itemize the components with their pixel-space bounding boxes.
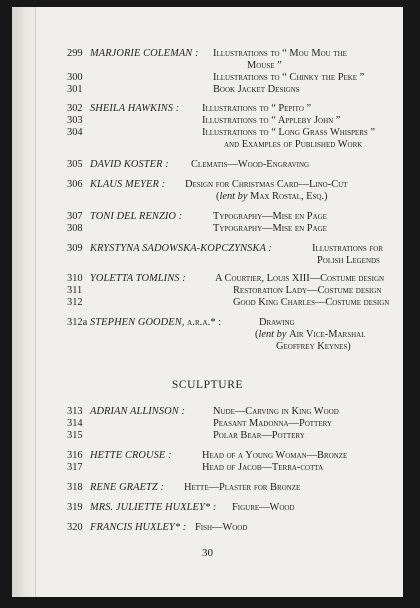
entry-description: Illustrations to “ Chinky the Peke ” (213, 72, 365, 83)
catalogue-entry-300 (12, 72, 403, 84)
artist-name: MARJORIE COLEMAN : (90, 48, 199, 59)
catalogue-entry-313 (12, 406, 403, 418)
artist-name (90, 317, 221, 329)
artist-name: FRANCIS HUXLEY* : (90, 522, 187, 533)
artist-name: DAVID KOSTER : (90, 159, 169, 170)
catalogue-entry-305 (12, 159, 403, 171)
entry-number: 306 (67, 179, 83, 190)
page-number: 30 (202, 547, 213, 559)
catalogue-entry-312a (12, 317, 403, 354)
entry-number: 304 (67, 127, 83, 138)
catalogue-entry-314 (12, 418, 403, 430)
catalogue-entry-308 (12, 223, 403, 235)
entry-number: 300 (67, 72, 83, 83)
artist-name: TONI DEL RENZIO : (90, 211, 183, 222)
artist-name: YOLETTA TOMLINS : (90, 273, 186, 284)
artist-name: ADRIAN ALLINSON : (90, 406, 186, 417)
catalogue-entry-309 (12, 243, 403, 267)
entry-description-continued: Polish Legends (317, 255, 380, 267)
artist-name: MRS. JULIETTE HUXLEY* : (90, 502, 217, 513)
catalogue-entry-307 (12, 211, 403, 223)
catalogue-entry-315 (12, 430, 403, 442)
catalogue-page (12, 7, 403, 597)
entry-number: 312a (67, 317, 88, 328)
entry-number: 309 (67, 243, 83, 254)
catalogue-entry-320 (12, 522, 403, 534)
entry-number: 316 (67, 450, 83, 461)
entry-description: Head of Jacob—Terra-cotta (202, 462, 324, 473)
entry-number: 303 (67, 115, 83, 126)
entry-description: Typography—Mise en Page (213, 223, 327, 234)
entry-description: Good King Charles—Costume design (233, 297, 390, 308)
entry-number: 315 (67, 430, 83, 441)
catalogue-entry-304 (12, 127, 403, 151)
catalogue-entry-303 (12, 115, 403, 127)
entry-number: 313 (67, 406, 83, 417)
catalogue-entry-318 (12, 482, 403, 494)
entry-description: Head of a Young Woman—Bronze (202, 450, 348, 461)
lender-name: Max Rostal, Esq.) (250, 191, 328, 203)
entry-number: 301 (67, 84, 83, 95)
entry-number: 299 (67, 48, 83, 59)
entry-description: Nude—Carving in King Wood (213, 406, 339, 417)
entry-description-continued: and Examples of Published Work (224, 139, 363, 151)
catalogue-entry-319 (12, 502, 403, 514)
artist-name: KLAUS MEYER : (90, 179, 166, 190)
lent-by-label: lent by (258, 329, 287, 341)
catalogue-text (12, 7, 403, 597)
entry-number: 314 (67, 418, 83, 429)
entry-description-continued: Mouse ” (247, 60, 282, 72)
entry-number: 317 (67, 462, 83, 473)
entry-description: Illustrations for (312, 243, 384, 254)
entry-number: 305 (67, 159, 83, 170)
entry-description: Book Jacket Designs (213, 84, 300, 95)
catalogue-entry-301 (12, 84, 403, 96)
catalogue-entry-312 (12, 297, 403, 309)
loan-credit: (lent by Air Vice-Marshal (255, 329, 366, 341)
entry-description: Illustrations to “ Mou Mou the (213, 48, 347, 59)
artist-name: HETTE CROUSE : (90, 450, 172, 461)
entry-description: Restoration Lady—Costume design (233, 285, 382, 296)
catalogue-entry-316 (12, 450, 403, 462)
entry-number: 318 (67, 482, 83, 493)
lent-by-label: lent by (219, 191, 248, 203)
entry-description: Polar Bear—Pottery (213, 430, 305, 441)
entry-description: Peasant Madonna—Pottery (213, 418, 332, 429)
entry-number: 319 (67, 502, 83, 513)
lender-name: Air Vice-Marshal (289, 329, 366, 341)
entry-number: 311 (67, 285, 83, 296)
catalogue-entry-310 (12, 273, 403, 285)
catalogue-entry-311 (12, 285, 403, 297)
entry-description: Illustrations to “ Pepito ” (202, 103, 312, 114)
entry-description: Illustrations to “ Long Grass Whispers ” (202, 127, 375, 138)
artist-name: RENE GRAETZ : (90, 482, 165, 493)
artist-name: SHEILA HAWKINS : (90, 103, 180, 114)
entry-number: 307 (67, 211, 83, 222)
artist-name: KRYSTYNA SADOWSKA-KOPCZYNSKA : (90, 243, 272, 254)
catalogue-entry-317 (12, 462, 403, 474)
catalogue-entry-299 (12, 48, 403, 72)
artist-honours: a.r.a.* : (187, 317, 222, 328)
entry-description: A Courtier, Louis XIII—Costume design (215, 273, 385, 284)
entry-description: Hette—Plaster for Bronze (184, 482, 301, 493)
entry-description: Illustrations to “ Appleby John ” (202, 115, 341, 126)
catalogue-entry-302 (12, 103, 403, 115)
entry-description: Fish—Wood (195, 522, 248, 533)
entry-number: 308 (67, 223, 83, 234)
entry-number: 320 (67, 522, 83, 533)
artist-name-text: STEPHEN GOODEN, (90, 317, 185, 328)
loan-credit: (lent by Max Rostal, Esq.) (216, 191, 328, 203)
entry-description: Typography—Mise en Page (213, 211, 327, 222)
entry-number: 312 (67, 297, 83, 308)
entry-description: Figure—Wood (232, 502, 295, 513)
entry-description: Drawing (259, 317, 295, 328)
entry-number: 302 (67, 103, 83, 114)
catalogue-entry-306 (12, 179, 403, 203)
entry-description: Clematis—Wood-Engraving (191, 159, 310, 170)
entry-description: Design for Christmas Card—Lino-Cut (185, 179, 348, 190)
section-heading: SCULPTURE (171, 379, 244, 391)
lender-name-continued: Geoffrey Keynes) (276, 341, 351, 353)
entry-number: 310 (67, 273, 83, 284)
